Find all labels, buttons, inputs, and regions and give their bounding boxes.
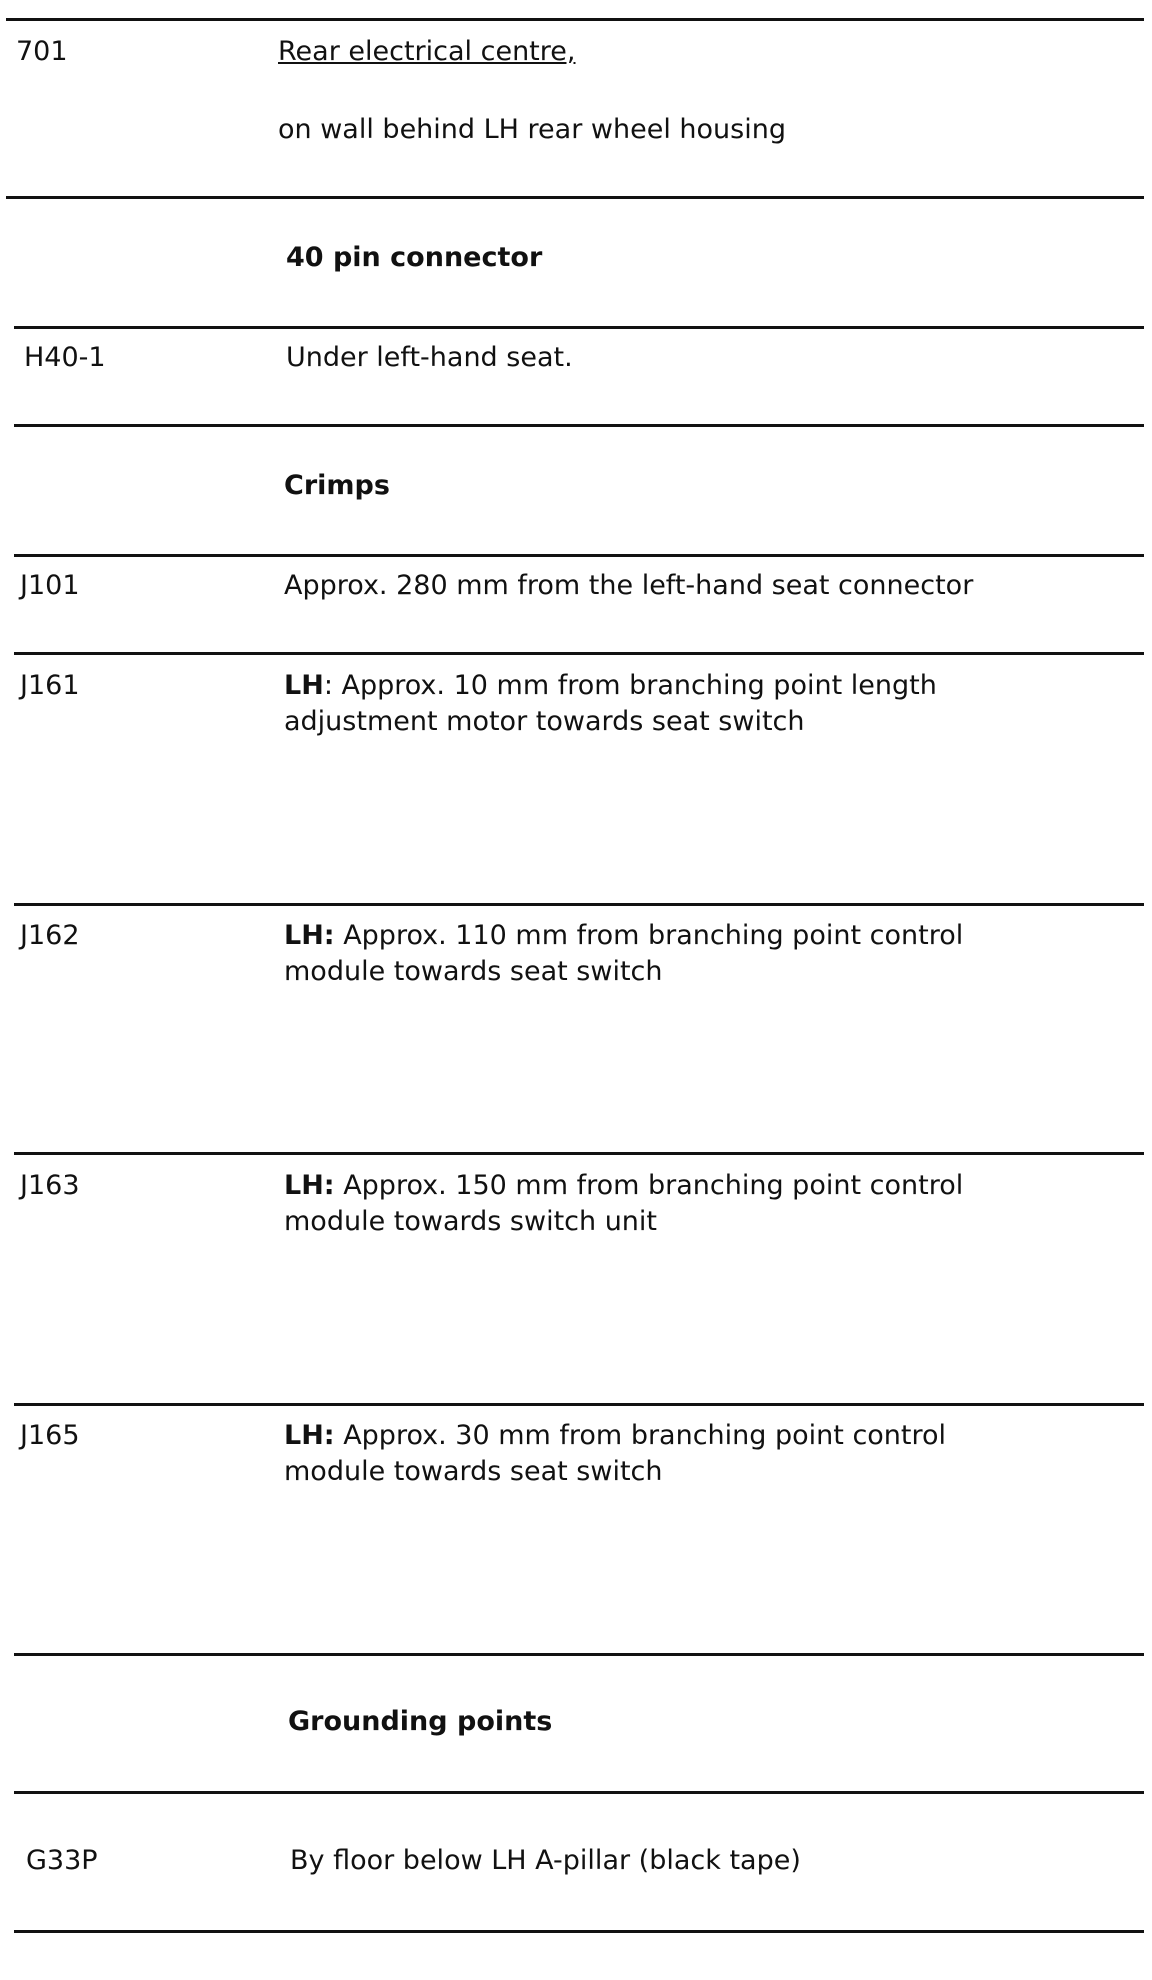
- row-desc-line: adjustment motor towards seat switch: [284, 706, 805, 737]
- table-rule: [14, 326, 1144, 329]
- table-rule: [14, 424, 1144, 427]
- row-desc-line: [284, 918, 963, 954]
- row-desc: Under left-hand seat.: [286, 342, 573, 373]
- row-desc-text: Approx. 30 mm from branching point control: [334, 1420, 947, 1451]
- row-code: J162: [20, 920, 80, 951]
- row-desc-text: : Approx. 10 mm from branching point length: [323, 670, 937, 701]
- table-rule: [14, 1791, 1144, 1794]
- row-desc-line: module towards switch unit: [284, 1206, 658, 1237]
- section-heading: Crimps: [284, 470, 390, 501]
- table-rule: [14, 1930, 1144, 1933]
- row-code: J165: [20, 1420, 80, 1451]
- row-desc: Approx. 280 mm from the left-hand seat connector: [284, 570, 974, 601]
- row-code: J163: [20, 1170, 80, 1201]
- section-heading: Grounding points: [288, 1706, 553, 1737]
- table-rule: [6, 196, 1144, 199]
- lh-prefix: LH: [284, 670, 324, 701]
- table-rule: [14, 554, 1144, 557]
- lh-prefix: LH:: [284, 920, 335, 951]
- row-code: H40-1: [24, 342, 106, 373]
- table-rule: [14, 903, 1144, 906]
- row-code: G33P: [26, 1845, 98, 1876]
- row-desc-line: module towards seat switch: [284, 956, 663, 987]
- table-rule: [14, 1152, 1144, 1155]
- section-heading: 40 pin connector: [286, 242, 543, 273]
- row-desc: By floor below LH A-pillar (black tape): [290, 1845, 801, 1876]
- row-subtitle: on wall behind LH rear wheel housing: [278, 114, 786, 145]
- row-code: 701: [16, 36, 68, 67]
- row-desc-line: [284, 1168, 963, 1204]
- lh-prefix: LH:: [284, 1170, 335, 1201]
- table-rule: [6, 18, 1144, 21]
- table-rule: [14, 1403, 1144, 1406]
- row-desc-line: module towards seat switch: [284, 1456, 663, 1487]
- row-title: Rear electrical centre,: [278, 36, 576, 67]
- row-desc-line: [284, 668, 937, 704]
- table-rule: [14, 652, 1144, 655]
- lh-prefix: LH:: [284, 1420, 335, 1451]
- row-desc-line: [284, 1418, 946, 1454]
- row-code: J161: [20, 670, 80, 701]
- row-code: J101: [20, 570, 80, 601]
- table-rule: [14, 1653, 1144, 1656]
- row-desc-text: Approx. 150 mm from branching point control: [334, 1170, 964, 1201]
- row-desc-text: Approx. 110 mm from branching point control: [334, 920, 964, 951]
